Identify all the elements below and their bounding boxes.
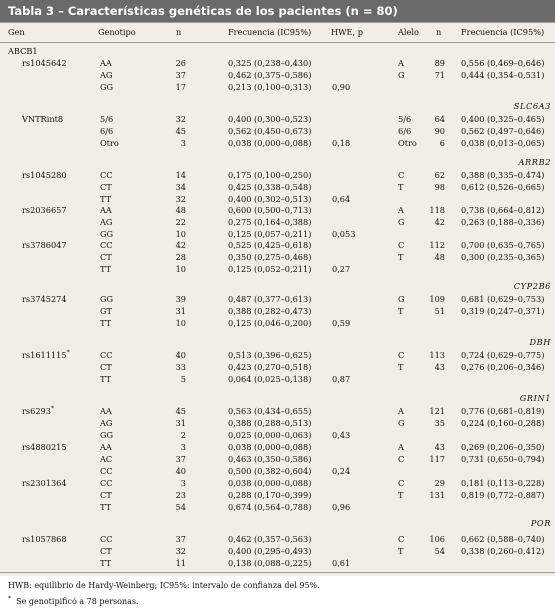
allele-frequency-cell: 0,319 (0,247–0,371) [461,306,545,316]
genotype-count-cell: 32 [175,546,186,556]
allele-cell: C [398,454,405,464]
gene-label-dbh: DBH [529,337,551,347]
snp-rs1057868: rs1057868 [22,534,67,544]
hwe-p-cell: 0,96 [332,502,351,512]
genotype-count-cell: 37 [175,534,186,544]
genotype-count-cell: 14 [175,170,186,180]
allele-frequency-cell: 0,269 (0,206–0,350) [461,442,545,452]
allele-count-cell: 90 [434,126,445,136]
genotype-frequency-cell: 0,525 (0,425–0,618) [228,240,312,250]
table-footer [0,576,555,615]
genotype-count-cell: 26 [175,58,186,68]
header-n: n [176,27,182,37]
footnote-genotyped-text: Se genotipificó a 78 personas. [16,597,139,606]
allele-frequency-cell: 0,300 (0,235–0,365) [461,252,545,262]
genotype-cell: CT [100,182,112,192]
allele-count-cell: 42 [434,217,445,227]
gene-label-slc6a3: SLC6A3 [513,101,551,111]
genotype-cell: GT [100,306,113,316]
allele-cell: A [398,442,404,452]
hwe-p-cell: 0,24 [332,466,351,476]
genotype-cell: AG [100,418,113,428]
snp-rs4880215: rs4880215 [22,442,67,452]
genotype-count-cell: 40 [175,350,186,360]
footnote-abbreviations: HWB: equilibrio de Hardy-Weinberg; IC95%: intervalo de confianza del 95%. [8,581,320,590]
hwe-p-cell: 0,64 [332,194,351,204]
genotype-frequency-cell: 0,388 (0,282–0,473) [228,306,312,316]
allele-frequency-cell: 0,038 (0,013–0,065) [461,138,545,148]
allele-cell: T [398,362,404,372]
genotype-count-cell: 3 [180,442,186,452]
genotype-count-cell: 28 [175,252,186,262]
genotype-cell: CT [100,546,112,556]
allele-count-cell: 6 [439,138,445,148]
genotype-cell: CT [100,490,112,500]
genotype-cell: CC [100,478,113,488]
genotype-cell: AA [100,406,112,416]
snp-rs3745274: rs3745274 [22,294,67,304]
genotype-count-cell: 45 [175,406,186,416]
genotype-count-cell: 54 [175,502,186,512]
allele-count-cell: 43 [434,362,445,372]
genotype-frequency-cell: 0,038 (0,000–0,088) [228,138,312,148]
allele-frequency-cell: 0,388 (0,335–0,474) [461,170,545,180]
allele-count-cell: 43 [434,442,445,452]
allele-frequency-cell: 0,731 (0,650–0,794) [461,454,545,464]
genotype-cell: CC [100,534,113,544]
allele-count-cell: 117 [429,454,445,464]
genotype-frequency-cell: 0,674 (0,564–0,788) [228,502,312,512]
genotype-frequency-cell: 0,275 (0,164–0,388) [228,217,312,227]
genotype-frequency-cell: 0,038 (0,000–0,088) [228,478,312,488]
genotype-frequency-cell: 0,462 (0,357–0,563) [228,534,312,544]
snp-rs3786047: rs3786047 [22,240,67,250]
genotype-count-cell: 32 [175,194,186,204]
snp-rs1045642: rs1045642 [22,58,67,68]
allele-count-cell: 109 [429,294,445,304]
allele-cell: T [398,252,404,262]
hwe-p-cell: 0,87 [332,374,351,384]
genotype-cell: TT [100,558,112,568]
allele-count-cell: 54 [434,546,445,556]
genotype-cell: CC [100,350,113,360]
hwe-p-cell: 0,053 [332,229,356,239]
genotype-frequency-cell: 0,350 (0,275–0,468) [228,252,312,262]
genotype-count-cell: 3 [180,478,186,488]
genotype-frequency-cell: 0,400 (0,295–0,493) [228,546,312,556]
genotype-frequency-cell: 0,388 (0,288–0,513) [228,418,312,428]
genotype-cell: CT [100,362,112,372]
allele-frequency-cell: 0,776 (0,681–0,819) [461,406,545,416]
genotype-frequency-cell: 0,513 (0,396–0,625) [228,350,312,360]
genotype-frequency-cell: 0,325 (0,238–0,430) [228,58,312,68]
snp-rs6293-label: rs6293 [22,406,51,416]
genotype-frequency-cell: 0,562 (0,450–0,673) [228,126,312,136]
genotype-frequency-cell: 0,125 (0,046–0,200) [228,318,312,328]
header-bottom-rule [0,42,555,43]
genotype-frequency-cell: 0,487 (0,377–0,613) [228,294,312,304]
allele-cell: C [398,350,405,360]
genotype-frequency-cell: 0,400 (0,300–0,523) [228,114,312,124]
allele-cell: A [398,406,404,416]
allele-count-cell: 131 [429,490,445,500]
allele-frequency-cell: 0,700 (0,635–0,765) [461,240,545,250]
header-hwe: HWE, p [331,27,363,37]
genotype-count-cell: 10 [175,318,186,328]
allele-count-cell: 62 [434,170,445,180]
genotype-count-cell: 37 [175,454,186,464]
allele-cell: A [398,58,404,68]
genotype-count-cell: 45 [175,126,186,136]
allele-count-cell: 106 [429,534,445,544]
gene-label-cyp2b6: CYP2B6 [513,281,551,291]
genotype-cell: TT [100,502,112,512]
genotype-cell: TT [100,264,112,274]
genotype-frequency-cell: 0,125 (0,052–0,211) [228,264,312,274]
genotype-cell: AC [100,454,113,464]
snp-rs6293 [22,405,54,417]
footnote-marker: * [50,405,54,413]
header-genotipo: Genotipo [98,27,136,37]
allele-count-cell: 118 [429,205,445,215]
gene-label-abcb1: ABCB1 [8,46,38,56]
allele-cell: Otro [398,138,417,148]
genotype-frequency-cell: 0,500 (0,382–0,604) [228,466,312,476]
genotype-cell: TT [100,374,112,384]
genotype-cell: TT [100,194,112,204]
genotype-frequency-cell: 0,600 (0,500–0,713) [228,205,312,215]
genotype-count-cell: 22 [175,217,186,227]
allele-frequency-cell: 0,662 (0,588–0,740) [461,534,545,544]
allele-count-cell: 71 [434,70,445,80]
allele-frequency-cell: 0,681 (0,629–0,753) [461,294,545,304]
gene-label-arrb2: ARRB2 [518,157,551,167]
allele-cell: G [398,418,405,428]
genotype-count-cell: 42 [175,240,186,250]
allele-cell: C [398,478,405,488]
genotype-cell: TT [100,318,112,328]
genotype-frequency-cell: 0,400 (0,302–0,513) [228,194,312,204]
allele-count-cell: 64 [434,114,445,124]
allele-frequency-cell: 0,562 (0,497–0,646) [461,126,545,136]
snp-rs1611115-label: rs1611115 [22,350,67,360]
allele-frequency-cell: 0,181 (0,113–0,228) [461,478,545,488]
table-title: Tabla 3 – Características genéticas de los pacientes (n = 80) [0,0,555,22]
table-bottom-rule [0,572,555,573]
genotype-cell: AA [100,205,112,215]
hwe-p-cell: 0,61 [332,558,351,568]
allele-cell: 5/6 [398,114,412,124]
allele-cell: 6/6 [398,126,412,136]
header-alelo: Alelo [398,27,419,37]
genotype-frequency-cell: 0,213 (0,100–0,313) [228,82,312,92]
hwe-p-cell: 0,43 [332,430,351,440]
genotype-frequency-cell: 0,138 (0,088–0,225) [228,558,312,568]
genotype-count-cell: 39 [175,294,186,304]
genotype-cell: Otro [100,138,119,148]
allele-cell: G [398,294,405,304]
genotype-count-cell: 40 [175,466,186,476]
hwe-p-cell: 0,59 [332,318,351,328]
genotype-count-cell: 23 [175,490,186,500]
genotype-frequency-cell: 0,463 (0,350–0,586) [228,454,312,464]
allele-cell: T [398,306,404,316]
genotype-cell: 6/6 [100,126,114,136]
genotype-count-cell: 48 [175,205,186,215]
genotype-cell: CC [100,466,113,476]
genotype-frequency-cell: 0,288 (0,170–0,399) [228,490,312,500]
allele-frequency-cell: 0,612 (0,526–0,665) [461,182,545,192]
genotype-frequency-cell: 0,025 (0,000–0,063) [228,430,312,440]
allele-frequency-cell: 0,400 (0,325–0,465) [461,114,545,124]
genotype-cell: AG [100,70,113,80]
genotype-frequency-cell: 0,563 (0,434–0,655) [228,406,312,416]
genotype-count-cell: 10 [175,229,186,239]
genotype-count-cell: 3 [180,138,186,148]
genotype-cell: 5/6 [100,114,114,124]
genotype-count-cell: 33 [175,362,186,372]
allele-count-cell: 113 [429,350,445,360]
allele-frequency-cell: 0,738 (0,664–0,812) [461,205,545,215]
snp-rs2301364: rs2301364 [22,478,67,488]
allele-cell: C [398,534,405,544]
footnote-genotyped [8,596,139,608]
genotype-count-cell: 37 [175,70,186,80]
genotype-count-cell: 11 [175,558,186,568]
genotype-count-cell: 5 [180,374,186,384]
genotype-cell: GG [100,430,114,440]
genotype-cell: AA [100,442,112,452]
snp-rs2036657: rs2036657 [22,205,67,215]
header-frecuencia: Frecuencia (IC95%) [228,27,312,37]
genotype-count-cell: 2 [180,430,186,440]
genotype-count-cell: 32 [175,114,186,124]
genotype-cell: AG [100,217,113,227]
allele-cell: T [398,546,404,556]
genotype-frequency-cell: 0,423 (0,270–0,518) [228,362,312,372]
snp-rs1611115 [22,349,70,361]
allele-frequency-cell: 0,556 (0,469–0,646) [461,58,545,68]
genotype-count-cell: 10 [175,264,186,274]
gene-label-grin1: GRIN1 [519,393,551,403]
allele-frequency-cell: 0,444 (0,354–0,531) [461,70,545,80]
snp-rs1045280: rs1045280 [22,170,67,180]
allele-count-cell: 121 [429,406,445,416]
allele-frequency-cell: 0,263 (0,188–0,336) [461,217,545,227]
snp-vntrint8: VNTRint8 [22,114,64,124]
genetics-table [0,22,555,575]
genotype-frequency-cell: 0,038 (0,000–0,088) [228,442,312,452]
genotype-cell: CT [100,252,112,262]
allele-cell: C [398,240,405,250]
genotype-frequency-cell: 0,425 (0,338–0,548) [228,182,312,192]
allele-frequency-cell: 0,276 (0,206–0,346) [461,362,545,372]
allele-count-cell: 48 [434,252,445,262]
allele-cell: C [398,170,405,180]
genotype-frequency-cell: 0,462 (0,375–0,586) [228,70,312,80]
genotype-cell: AA [100,58,112,68]
hwe-p-cell: 0,90 [332,82,351,92]
header-frecuencia-alelo: Frecuencia (IC95%) [461,27,545,37]
allele-count-cell: 98 [434,182,445,192]
allele-count-cell: 51 [434,306,445,316]
allele-frequency-cell: 0,819 (0,772–0,887) [461,490,545,500]
genotype-count-cell: 34 [175,182,186,192]
allele-count-cell: 35 [434,418,445,428]
allele-cell: T [398,490,404,500]
footnote-marker: * [66,349,70,357]
header-n-alelo: n [436,27,442,37]
allele-frequency-cell: 0,724 (0,629–0,775) [461,350,545,360]
header-top-rule [0,22,555,23]
genotype-count-cell: 17 [175,82,186,92]
genotype-cell: GG [100,82,114,92]
genotype-count-cell: 31 [175,306,186,316]
header-gen: Gen [8,27,25,37]
hwe-p-cell: 0,27 [332,264,351,274]
genotype-frequency-cell: 0,125 (0,057–0,211) [228,229,312,239]
footnote-marker: * [8,595,11,603]
genotype-count-cell: 31 [175,418,186,428]
genotype-cell: GG [100,294,114,304]
genotype-cell: GG [100,229,114,239]
genotype-frequency-cell: 0,175 (0,100–0,250) [228,170,312,180]
allele-count-cell: 29 [434,478,445,488]
hwe-p-cell: 0,18 [332,138,351,148]
allele-cell: G [398,70,405,80]
allele-count-cell: 112 [429,240,445,250]
allele-frequency-cell: 0,338 (0,260–0,412) [461,546,545,556]
gene-label-por: POR [530,518,551,528]
allele-count-cell: 89 [434,58,445,68]
genotype-cell: CC [100,170,113,180]
genotype-frequency-cell: 0,064 (0,025–0,138) [228,374,312,384]
allele-frequency-cell: 0,224 (0,160–0,288) [461,418,545,428]
allele-cell: T [398,182,404,192]
allele-cell: A [398,205,404,215]
allele-cell: G [398,217,405,227]
genotype-cell: CC [100,240,113,250]
